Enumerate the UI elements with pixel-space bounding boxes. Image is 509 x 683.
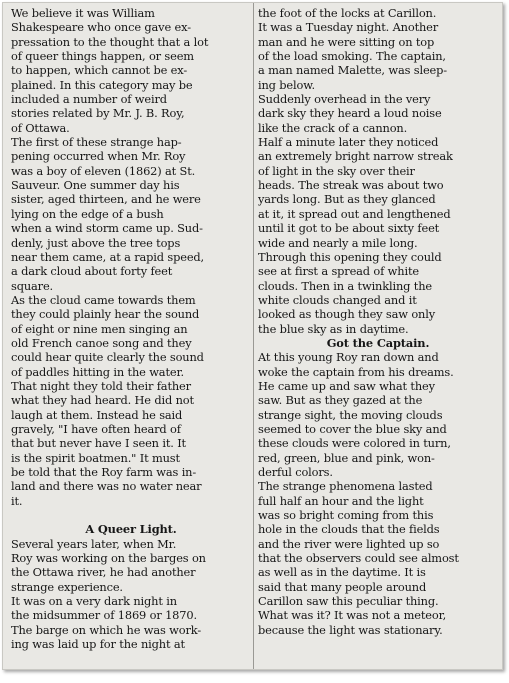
article-text-line: a dark cloud about forty feet [11, 264, 173, 279]
article-text-line: denly, just above the tree tops [11, 235, 181, 250]
article-text-line: Half a minute later they noticed [258, 135, 439, 150]
article-text-line: yards long. But as they glanced [258, 192, 436, 207]
article-text-line: plained. In this category may be [11, 77, 193, 92]
article-text-line: clouds. Then in a twinkling the [258, 278, 432, 293]
article-text-line: Suddenly overhead in the very [258, 92, 431, 107]
article-text-line: Several years later, when Mr. [11, 536, 177, 551]
article-text-line: red, green, blue and pink, won- [258, 450, 435, 465]
newspaper-clipping [2, 2, 503, 670]
article-text-line: of the load smoking. The captain, [258, 49, 446, 64]
article-text-line: hole in the clouds that the fields [258, 522, 440, 537]
article-text-line: derful colors. [258, 465, 333, 479]
article-text-line: old French canoe song and they [11, 335, 192, 350]
article-text-line: That night they told their father [11, 378, 191, 393]
column-divider [253, 3, 254, 669]
article-text-line: when a wind storm came up. Sud- [11, 221, 203, 236]
article-text-line: that the observers could see almost [258, 551, 459, 566]
article-text-line: Roy was working on the barges on [11, 551, 206, 566]
article-text-line: dark sky they heard a loud noise [258, 106, 442, 121]
article-text-line: lying on the edge of a bush [11, 206, 164, 221]
article-text-line: to happen, which cannot be ex- [11, 63, 188, 78]
article-text-line: pening occurred when Mr. Roy [11, 149, 186, 164]
article-text-line: included a number of weird [11, 92, 167, 107]
article-text-line: Carillon saw this peculiar thing. [258, 594, 439, 609]
section-heading: Got the Captain. [326, 335, 430, 350]
article-text-line: could hear quite clearly the sound [11, 350, 204, 365]
article-text-line: As the cloud came towards them [11, 292, 196, 307]
article-text-line: It was on a very dark night in [11, 594, 177, 609]
article-text-line: the foot of the locks at Carillon. [258, 6, 437, 20]
article-text-line: The barge on which he was work- [11, 622, 202, 637]
article-text-line: was a boy of eleven (1862) at St. [11, 163, 196, 178]
article-text-line: of Ottawa. [11, 120, 70, 135]
article-text-line: a man named Malette, was sleep- [258, 63, 447, 78]
article-text-line: of paddles hitting in the water. [11, 364, 184, 379]
article-text-line: sister, aged thirteen, and he were [11, 192, 201, 207]
article-text-line: be told that the Roy farm was in- [11, 465, 197, 479]
article-text-line: as well as in the daytime. It is [258, 565, 426, 580]
article-text-line: He came up and saw what they [258, 378, 435, 393]
article-text-line: pressation to the thought that a lot [11, 34, 209, 49]
article-text-line: these clouds were colored in turn, [258, 436, 451, 451]
article-text-line: square. [11, 278, 54, 293]
article-text-line: is the spirit boatmen." It must [11, 450, 180, 465]
article-text-line: land and there was no water near [11, 479, 202, 494]
article-text-line: white clouds changed and it [258, 292, 417, 307]
article-column-left [11, 6, 251, 651]
article-text-line: woke the captain from his dreams. [258, 364, 454, 379]
section-heading: A Queer Light. [85, 522, 177, 537]
article-text-line: Shakespeare who once gave ex- [11, 20, 191, 35]
article-text-line: gravely, "I have often heard of [11, 421, 181, 436]
article-text-line: what they had heard. He did not [11, 393, 194, 408]
article-text-line: stories related by Mr. J. B. Roy, [11, 106, 185, 121]
article-text-line: At this young Roy ran down and [258, 350, 439, 365]
article-text-line [11, 508, 251, 522]
article-text-line: that but never have I seen it. It [11, 436, 186, 451]
article-text-line: of eight or nine men singing an [11, 321, 188, 336]
article-text-line: an extremely bright narrow streak [258, 149, 453, 164]
article-text-line: like the crack of a cannon. [258, 120, 408, 135]
article-text-line: the Ottawa river, he had another [11, 565, 196, 580]
article-text-line: heads. The streak was about two [258, 178, 444, 193]
article-text-line: We believe it was William [11, 6, 155, 20]
article-text-line: strange experience. [11, 579, 123, 594]
article-text-line: the blue sky as in daytime. [258, 321, 409, 336]
article-text-line: near them came, at a rapid speed, [11, 249, 205, 264]
article-text-line: full half an hour and the light [258, 493, 424, 508]
article-text-line: see at first a spread of white [258, 264, 419, 279]
article-text-line: seemed to cover the blue sky and [258, 421, 447, 436]
article-text-line: The strange phenomena lasted [258, 479, 433, 494]
article-text-line: looked as though they saw only [258, 307, 436, 322]
article-text-line: of light in the sky over their [258, 163, 415, 178]
article-text-line: said that many people around [258, 579, 427, 594]
article-text-line: they could plainly hear the sound [11, 307, 200, 322]
article-text-line: laugh at them. Instead he said [11, 407, 183, 422]
article-text-line: was so bright coming from this [258, 508, 434, 523]
article-text-line: Through this opening they could [258, 249, 442, 264]
article-text-line: at it, it spread out and lengthened [258, 206, 451, 221]
article-text-line: ing below. [258, 77, 315, 92]
article-text-line: saw. But as they gazed at the [258, 393, 423, 408]
article-text-line: of queer things happen, or seem [11, 49, 194, 64]
article-text-line: wide and nearly a mile long. [258, 235, 418, 250]
article-text-line: the midsummer of 1869 or 1870. [11, 608, 197, 623]
article-text-line: The first of these strange hap- [11, 135, 182, 150]
article-text-line: and the river were lighted up so [258, 536, 440, 551]
article-text-line: What was it? It was not a meteor, [258, 608, 447, 623]
article-column-right [258, 6, 498, 637]
article-text-line: It was a Tuesday night. Another [258, 20, 439, 35]
article-text-line: until it got to be about sixty feet [258, 221, 440, 236]
article-text-line: because the light was stationary. [258, 622, 443, 637]
article-text-line: man and he were sitting on top [258, 34, 435, 49]
article-text-line: Sauveur. One summer day his [11, 178, 180, 193]
article-text-line: it. [11, 493, 23, 508]
article-text-line: ing was laid up for the night at [11, 637, 185, 652]
article-text-line: strange sight, the moving clouds [258, 407, 443, 422]
